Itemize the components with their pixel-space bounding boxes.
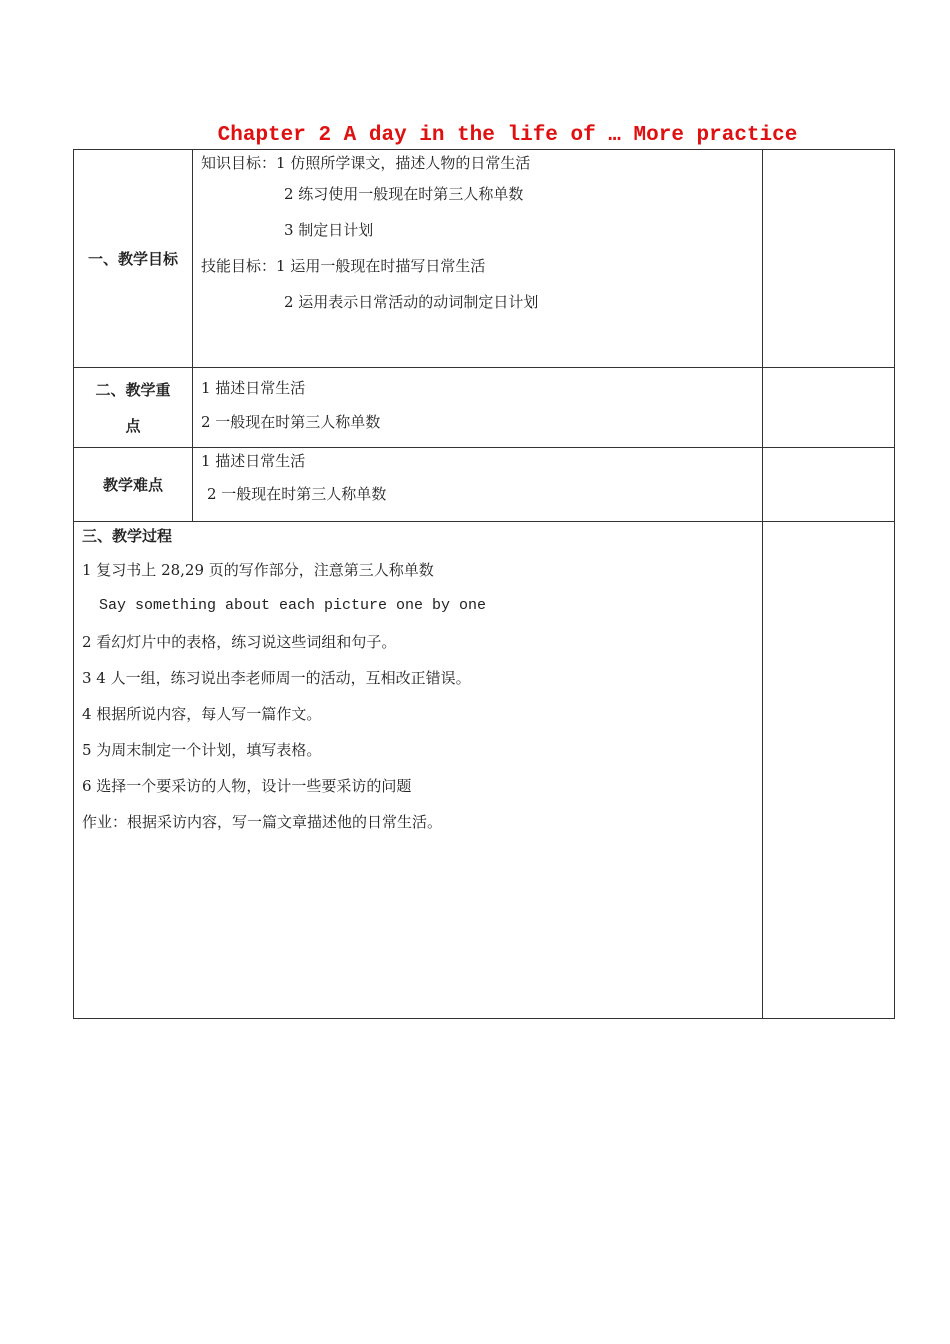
process-row [74,522,895,1019]
process-label: 三、教学过程 [82,527,173,545]
skill-goal-1 [193,248,762,284]
skill-prefix: 技能目标： [201,257,277,275]
process-content [74,522,763,1019]
knowledge-item-1: 1 仿照所学课文，描述人物的日常生活 [276,154,531,172]
key-points-label-line1: 二、教学重 [95,380,171,399]
key-points-label-line2: 点 [125,416,141,435]
key-points-row [74,368,895,448]
objectives-notes [763,150,895,368]
key-points-label [74,368,193,448]
process-step-4: 4 根据所说内容，每人写一篇作文。 [82,705,322,723]
difficulties-row [74,448,895,522]
key-points-notes [763,368,895,448]
process-homework: 作业：根据采访内容，写一篇文章描述他的日常生活。 [82,813,443,831]
process-step-2: 2 看幻灯片中的表格，练习说这些词组和句子。 [82,633,397,651]
process-step-6: 6 选择一个要采访的人物，设计一些要采访的问题 [82,777,412,795]
lesson-plan-table [73,149,895,1019]
skill-item-1: 1 运用一般现在时描写日常生活 [276,257,486,275]
difficulty-1: 1 描述日常生活 [201,452,306,470]
knowledge-prefix: 知识目标： [201,154,277,172]
key-point-1: 1 描述日常生活 [201,379,306,397]
process-step-3: 3 4 人一组，练习说出李老师周一的活动，互相改正错误。 [82,669,471,687]
process-notes [763,522,895,1019]
knowledge-goal-2: 2 练习使用一般现在时第三人称单数 [284,185,524,203]
objectives-label: 一、教学目标 [74,150,193,368]
key-point-2: 2 一般现在时第三人称单数 [201,413,381,431]
process-step-5: 5 为周末制定一个计划，填写表格。 [82,741,322,759]
difficulties-notes [763,448,895,522]
difficulties-content [193,448,763,522]
skill-goal-2: 2 运用表示日常活动的动词制定日计划 [284,293,539,311]
process-step-1-english: Say something about each picture one by one [99,597,487,614]
difficulties-label: 教学难点 [74,448,193,522]
objectives-row [74,150,895,368]
difficulty-2: 2 一般现在时第三人称单数 [207,485,387,503]
process-step-1: 1 复习书上 28,29 页的写作部分，注意第三人称单数 [82,561,434,579]
key-points-content [193,368,763,448]
objectives-content [193,150,763,368]
knowledge-goal-3: 3 制定日计划 [284,221,374,239]
page-title: Chapter 2 A day in the life of … More practice [217,124,798,147]
knowledge-goal-1 [193,150,762,176]
